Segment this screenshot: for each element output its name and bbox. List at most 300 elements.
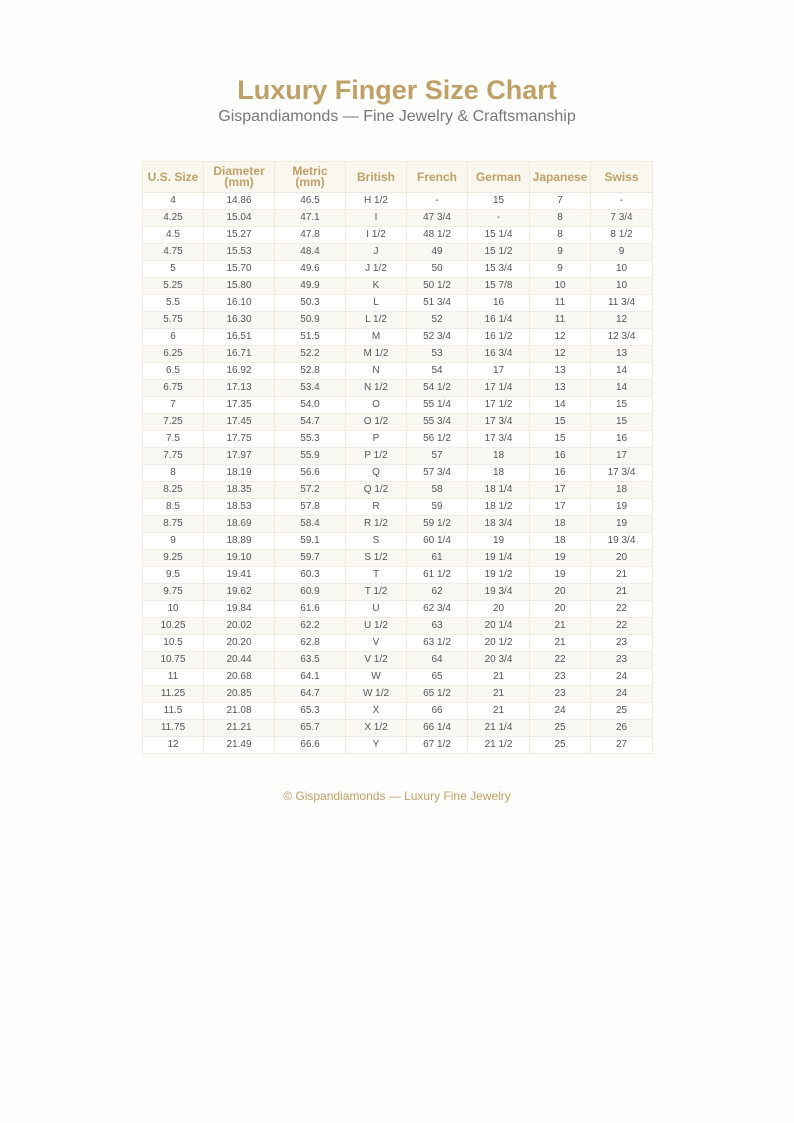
cell-british: X	[346, 703, 407, 720]
table-row	[143, 482, 653, 499]
cell-us-size: 7.25	[143, 414, 204, 431]
cell-metric: 54.0	[275, 397, 346, 414]
cell-us-size: 8.75	[143, 516, 204, 533]
cell-japanese: 23	[530, 669, 591, 686]
cell-british: R	[346, 499, 407, 516]
cell-british: W	[346, 669, 407, 686]
cell-us-size: 9	[143, 533, 204, 550]
cell-metric: 48.4	[275, 244, 346, 261]
cell-metric: 62.8	[275, 635, 346, 652]
cell-us-size: 8	[143, 465, 204, 482]
cell-german: 20 1/2	[468, 635, 530, 652]
cell-us-size: 10.25	[143, 618, 204, 635]
cell-swiss: 23	[591, 635, 653, 652]
size-chart-table	[142, 161, 653, 754]
cell-metric: 66.6	[275, 737, 346, 754]
cell-diameter: 17.13	[204, 380, 275, 397]
cell-us-size: 6.75	[143, 380, 204, 397]
cell-diameter: 16.30	[204, 312, 275, 329]
cell-japanese: 22	[530, 652, 591, 669]
cell-german: 17 3/4	[468, 431, 530, 448]
cell-swiss: 22	[591, 601, 653, 618]
cell-japanese: 8	[530, 227, 591, 244]
cell-british: V	[346, 635, 407, 652]
table-row	[143, 448, 653, 465]
cell-german: -	[468, 210, 530, 227]
cell-diameter: 19.10	[204, 550, 275, 567]
cell-diameter: 20.85	[204, 686, 275, 703]
cell-us-size: 9.75	[143, 584, 204, 601]
table-row	[143, 584, 653, 601]
cell-japanese: 10	[530, 278, 591, 295]
cell-french: 66 1/4	[407, 720, 468, 737]
table-row	[143, 414, 653, 431]
table-row	[143, 686, 653, 703]
cell-german: 17 1/4	[468, 380, 530, 397]
cell-british: U	[346, 601, 407, 618]
table-row	[143, 465, 653, 482]
cell-metric: 52.8	[275, 363, 346, 380]
cell-german: 15 1/2	[468, 244, 530, 261]
cell-british: I	[346, 210, 407, 227]
table-row	[143, 499, 653, 516]
cell-british: J	[346, 244, 407, 261]
cell-french: 57	[407, 448, 468, 465]
cell-diameter: 18.89	[204, 533, 275, 550]
cell-metric: 51.5	[275, 329, 346, 346]
cell-british: S	[346, 533, 407, 550]
cell-diameter: 17.97	[204, 448, 275, 465]
cell-british: X 1/2	[346, 720, 407, 737]
cell-french: 67 1/2	[407, 737, 468, 754]
cell-metric: 55.9	[275, 448, 346, 465]
cell-british: T	[346, 567, 407, 584]
cell-british: O	[346, 397, 407, 414]
cell-german: 15 1/4	[468, 227, 530, 244]
cell-british: R 1/2	[346, 516, 407, 533]
cell-french: 65 1/2	[407, 686, 468, 703]
cell-diameter: 19.62	[204, 584, 275, 601]
cell-metric: 59.1	[275, 533, 346, 550]
cell-swiss: 15	[591, 414, 653, 431]
table-row	[143, 193, 653, 210]
cell-british: M	[346, 329, 407, 346]
cell-swiss: 19	[591, 516, 653, 533]
table-row	[143, 550, 653, 567]
cell-us-size: 10	[143, 601, 204, 618]
cell-german: 19 3/4	[468, 584, 530, 601]
cell-diameter: 17.35	[204, 397, 275, 414]
cell-british: V 1/2	[346, 652, 407, 669]
table-row	[143, 210, 653, 227]
cell-swiss: 14	[591, 380, 653, 397]
cell-german: 15 3/4	[468, 261, 530, 278]
cell-swiss: 8 1/2	[591, 227, 653, 244]
column-header-swiss: Swiss	[591, 162, 653, 193]
cell-swiss: 21	[591, 584, 653, 601]
cell-japanese: 11	[530, 312, 591, 329]
cell-french: 58	[407, 482, 468, 499]
cell-swiss: 21	[591, 567, 653, 584]
cell-metric: 49.6	[275, 261, 346, 278]
cell-japanese: 16	[530, 465, 591, 482]
cell-diameter: 20.02	[204, 618, 275, 635]
cell-japanese: 18	[530, 533, 591, 550]
cell-german: 16	[468, 295, 530, 312]
column-header-japanese: Japanese	[530, 162, 591, 193]
cell-diameter: 20.44	[204, 652, 275, 669]
cell-german: 18 1/2	[468, 499, 530, 516]
cell-french: 52 3/4	[407, 329, 468, 346]
cell-us-size: 11.25	[143, 686, 204, 703]
cell-japanese: 21	[530, 635, 591, 652]
cell-us-size: 9.5	[143, 567, 204, 584]
cell-german: 19	[468, 533, 530, 550]
column-header-british: British	[346, 162, 407, 193]
cell-swiss: 24	[591, 669, 653, 686]
cell-metric: 61.6	[275, 601, 346, 618]
cell-german: 17 3/4	[468, 414, 530, 431]
table-row	[143, 244, 653, 261]
column-header-diameter: Diameter (mm)	[204, 162, 275, 193]
cell-metric: 59.7	[275, 550, 346, 567]
cell-metric: 57.8	[275, 499, 346, 516]
cell-us-size: 4	[143, 193, 204, 210]
cell-french: 59 1/2	[407, 516, 468, 533]
cell-french: 62	[407, 584, 468, 601]
cell-japanese: 16	[530, 448, 591, 465]
cell-german: 16 3/4	[468, 346, 530, 363]
page-subtitle: Gispandiamonds — Fine Jewelry & Craftsmanship	[218, 108, 576, 125]
cell-japanese: 9	[530, 261, 591, 278]
cell-us-size: 6.25	[143, 346, 204, 363]
cell-metric: 53.4	[275, 380, 346, 397]
cell-swiss: 25	[591, 703, 653, 720]
cell-us-size: 7	[143, 397, 204, 414]
cell-japanese: 11	[530, 295, 591, 312]
cell-diameter: 18.53	[204, 499, 275, 516]
cell-metric: 50.3	[275, 295, 346, 312]
table-body	[143, 193, 653, 754]
table-row	[143, 380, 653, 397]
cell-swiss: 14	[591, 363, 653, 380]
cell-german: 15 7/8	[468, 278, 530, 295]
cell-metric: 46.5	[275, 193, 346, 210]
cell-japanese: 25	[530, 720, 591, 737]
cell-diameter: 21.08	[204, 703, 275, 720]
cell-diameter: 18.19	[204, 465, 275, 482]
cell-german: 21 1/2	[468, 737, 530, 754]
table-header	[143, 162, 653, 193]
cell-japanese: 19	[530, 567, 591, 584]
column-header-metric: Metric (mm)	[275, 162, 346, 193]
cell-metric: 47.8	[275, 227, 346, 244]
cell-german: 20 1/4	[468, 618, 530, 635]
cell-french: 54	[407, 363, 468, 380]
cell-japanese: 12	[530, 329, 591, 346]
table-row	[143, 346, 653, 363]
cell-french: 56 1/2	[407, 431, 468, 448]
cell-british: I 1/2	[346, 227, 407, 244]
cell-diameter: 21.21	[204, 720, 275, 737]
cell-us-size: 6	[143, 329, 204, 346]
cell-japanese: 20	[530, 601, 591, 618]
column-header-french: French	[407, 162, 468, 193]
cell-french: 51 3/4	[407, 295, 468, 312]
table-row	[143, 261, 653, 278]
cell-japanese: 23	[530, 686, 591, 703]
cell-french: 61	[407, 550, 468, 567]
cell-french: 60 1/4	[407, 533, 468, 550]
cell-us-size: 7.75	[143, 448, 204, 465]
cell-swiss: 17 3/4	[591, 465, 653, 482]
cell-french: 59	[407, 499, 468, 516]
cell-japanese: 8	[530, 210, 591, 227]
cell-metric: 52.2	[275, 346, 346, 363]
cell-french: 55 1/4	[407, 397, 468, 414]
cell-british: Q 1/2	[346, 482, 407, 499]
cell-diameter: 16.92	[204, 363, 275, 380]
cell-french: 61 1/2	[407, 567, 468, 584]
cell-swiss: 19 3/4	[591, 533, 653, 550]
table-row	[143, 737, 653, 754]
cell-diameter: 14.86	[204, 193, 275, 210]
cell-british: O 1/2	[346, 414, 407, 431]
cell-swiss: 19	[591, 499, 653, 516]
cell-japanese: 13	[530, 363, 591, 380]
cell-us-size: 5.25	[143, 278, 204, 295]
cell-diameter: 15.80	[204, 278, 275, 295]
cell-french: 53	[407, 346, 468, 363]
table-row	[143, 652, 653, 669]
table-row	[143, 397, 653, 414]
cell-japanese: 21	[530, 618, 591, 635]
cell-japanese: 15	[530, 431, 591, 448]
cell-british: K	[346, 278, 407, 295]
cell-swiss: 15	[591, 397, 653, 414]
page-header	[0, 73, 794, 127]
cell-diameter: 16.10	[204, 295, 275, 312]
cell-swiss: 16	[591, 431, 653, 448]
cell-japanese: 20	[530, 584, 591, 601]
cell-german: 16 1/2	[468, 329, 530, 346]
cell-french: 50 1/2	[407, 278, 468, 295]
table-row	[143, 720, 653, 737]
cell-metric: 60.3	[275, 567, 346, 584]
cell-us-size: 9.25	[143, 550, 204, 567]
table-row	[143, 295, 653, 312]
cell-french: 63	[407, 618, 468, 635]
cell-diameter: 18.35	[204, 482, 275, 499]
table-row	[143, 618, 653, 635]
cell-german: 20	[468, 601, 530, 618]
cell-swiss: 13	[591, 346, 653, 363]
cell-metric: 65.3	[275, 703, 346, 720]
cell-diameter: 15.04	[204, 210, 275, 227]
cell-french: 63 1/2	[407, 635, 468, 652]
cell-german: 18 1/4	[468, 482, 530, 499]
cell-german: 20 3/4	[468, 652, 530, 669]
cell-diameter: 15.27	[204, 227, 275, 244]
cell-german: 21	[468, 703, 530, 720]
cell-german: 17 1/2	[468, 397, 530, 414]
cell-swiss: 10	[591, 278, 653, 295]
cell-swiss: 10	[591, 261, 653, 278]
cell-us-size: 8.5	[143, 499, 204, 516]
cell-french: 47 3/4	[407, 210, 468, 227]
page-title: Luxury Finger Size Chart	[237, 75, 557, 105]
table-row	[143, 567, 653, 584]
table-row	[143, 278, 653, 295]
page-footer: © Gispandiamonds — Luxury Fine Jewelry	[283, 789, 511, 803]
table-row	[143, 363, 653, 380]
cell-german: 18 3/4	[468, 516, 530, 533]
cell-japanese: 17	[530, 482, 591, 499]
cell-swiss: 12 3/4	[591, 329, 653, 346]
cell-french: 49	[407, 244, 468, 261]
cell-us-size: 6.5	[143, 363, 204, 380]
table-row	[143, 669, 653, 686]
cell-swiss: 9	[591, 244, 653, 261]
cell-french: 50	[407, 261, 468, 278]
cell-british: S 1/2	[346, 550, 407, 567]
table-row	[143, 601, 653, 618]
cell-us-size: 11.75	[143, 720, 204, 737]
cell-british: P 1/2	[346, 448, 407, 465]
cell-us-size: 12	[143, 737, 204, 754]
cell-japanese: 25	[530, 737, 591, 754]
cell-swiss: 12	[591, 312, 653, 329]
cell-german: 21	[468, 686, 530, 703]
cell-british: L 1/2	[346, 312, 407, 329]
cell-british: H 1/2	[346, 193, 407, 210]
cell-swiss: 24	[591, 686, 653, 703]
cell-us-size: 7.5	[143, 431, 204, 448]
cell-metric: 55.3	[275, 431, 346, 448]
cell-metric: 62.2	[275, 618, 346, 635]
cell-swiss: 11 3/4	[591, 295, 653, 312]
cell-metric: 50.9	[275, 312, 346, 329]
cell-french: 55 3/4	[407, 414, 468, 431]
cell-diameter: 21.49	[204, 737, 275, 754]
cell-metric: 49.9	[275, 278, 346, 295]
cell-british: N	[346, 363, 407, 380]
cell-us-size: 4.25	[143, 210, 204, 227]
cell-diameter: 18.69	[204, 516, 275, 533]
cell-metric: 56.6	[275, 465, 346, 482]
column-header-us-size: U.S. Size	[143, 162, 204, 193]
cell-french: 66	[407, 703, 468, 720]
table-row	[143, 516, 653, 533]
cell-diameter: 20.20	[204, 635, 275, 652]
cell-japanese: 9	[530, 244, 591, 261]
cell-metric: 63.5	[275, 652, 346, 669]
cell-metric: 58.4	[275, 516, 346, 533]
cell-swiss: 27	[591, 737, 653, 754]
cell-diameter: 15.53	[204, 244, 275, 261]
cell-british: T 1/2	[346, 584, 407, 601]
cell-german: 17	[468, 363, 530, 380]
cell-german: 16 1/4	[468, 312, 530, 329]
cell-french: 64	[407, 652, 468, 669]
cell-swiss: 22	[591, 618, 653, 635]
table-row	[143, 635, 653, 652]
cell-metric: 60.9	[275, 584, 346, 601]
cell-diameter: 17.75	[204, 431, 275, 448]
cell-british: Y	[346, 737, 407, 754]
cell-diameter: 16.71	[204, 346, 275, 363]
cell-swiss: 7 3/4	[591, 210, 653, 227]
cell-metric: 54.7	[275, 414, 346, 431]
cell-us-size: 11.5	[143, 703, 204, 720]
cell-swiss: 17	[591, 448, 653, 465]
cell-japanese: 19	[530, 550, 591, 567]
cell-french: -	[407, 193, 468, 210]
table-row	[143, 227, 653, 244]
cell-swiss: 23	[591, 652, 653, 669]
cell-british: L	[346, 295, 407, 312]
cell-japanese: 7	[530, 193, 591, 210]
table-row	[143, 703, 653, 720]
cell-british: P	[346, 431, 407, 448]
cell-british: U 1/2	[346, 618, 407, 635]
cell-us-size: 11	[143, 669, 204, 686]
table-row	[143, 312, 653, 329]
cell-japanese: 17	[530, 499, 591, 516]
cell-us-size: 5.75	[143, 312, 204, 329]
table-row	[143, 533, 653, 550]
cell-metric: 64.7	[275, 686, 346, 703]
cell-french: 54 1/2	[407, 380, 468, 397]
cell-british: Q	[346, 465, 407, 482]
cell-diameter: 15.70	[204, 261, 275, 278]
cell-japanese: 12	[530, 346, 591, 363]
cell-us-size: 10.75	[143, 652, 204, 669]
cell-metric: 65.7	[275, 720, 346, 737]
cell-german: 21 1/4	[468, 720, 530, 737]
cell-us-size: 8.25	[143, 482, 204, 499]
cell-us-size: 10.5	[143, 635, 204, 652]
cell-british: N 1/2	[346, 380, 407, 397]
cell-us-size: 5	[143, 261, 204, 278]
cell-metric: 57.2	[275, 482, 346, 499]
column-header-german: German	[468, 162, 530, 193]
cell-british: W 1/2	[346, 686, 407, 703]
cell-japanese: 24	[530, 703, 591, 720]
cell-swiss: 26	[591, 720, 653, 737]
cell-diameter: 17.45	[204, 414, 275, 431]
cell-british: J 1/2	[346, 261, 407, 278]
cell-swiss: 20	[591, 550, 653, 567]
cell-german: 19 1/4	[468, 550, 530, 567]
cell-german: 15	[468, 193, 530, 210]
header-row	[143, 162, 653, 193]
cell-us-size: 5.5	[143, 295, 204, 312]
cell-japanese: 13	[530, 380, 591, 397]
cell-german: 19 1/2	[468, 567, 530, 584]
cell-swiss: -	[591, 193, 653, 210]
cell-japanese: 15	[530, 414, 591, 431]
cell-japanese: 14	[530, 397, 591, 414]
cell-metric: 64.1	[275, 669, 346, 686]
table-row	[143, 329, 653, 346]
cell-diameter: 20.68	[204, 669, 275, 686]
cell-metric: 47.1	[275, 210, 346, 227]
table-row	[143, 431, 653, 448]
cell-us-size: 4.5	[143, 227, 204, 244]
cell-british: M 1/2	[346, 346, 407, 363]
cell-us-size: 4.75	[143, 244, 204, 261]
